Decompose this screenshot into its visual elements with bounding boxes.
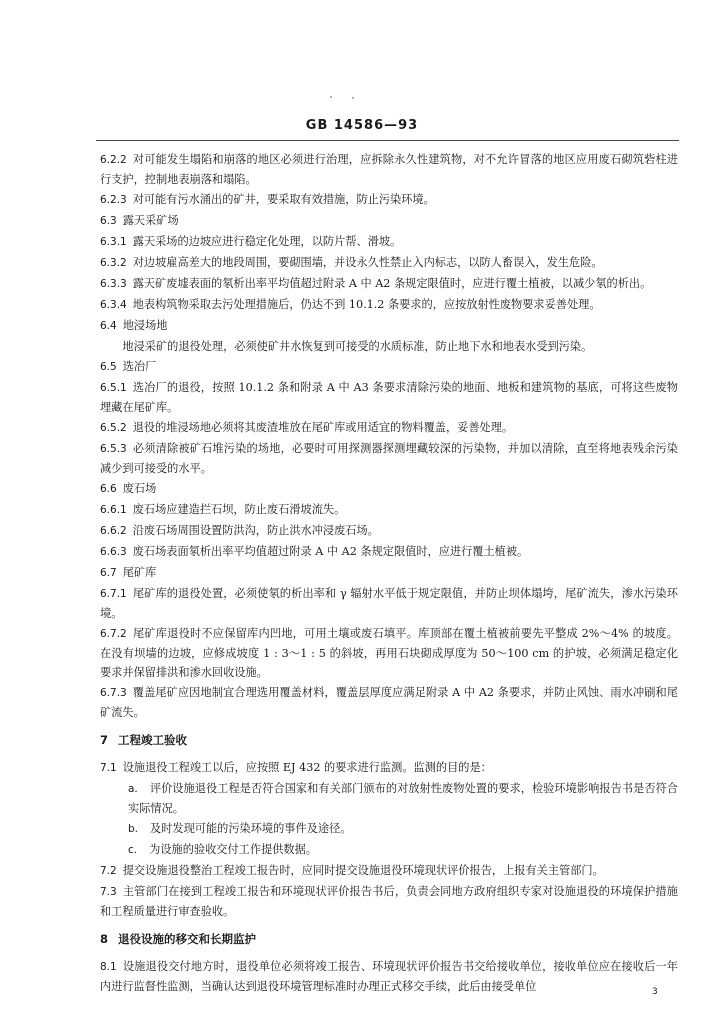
paragraph-number: 6.3.3 <box>100 278 127 290</box>
paragraph-number: 6.6.3 <box>100 546 127 558</box>
paragraph <box>100 542 678 562</box>
paragraph-number: 6.3 <box>100 215 117 227</box>
paragraph-text: 选冶厂的退役，按照 10.1.2 条和附录 A 中 A3 条要求清除污染的地面、地板和建筑物的基底，可将这些废物埋藏在尾矿库。 <box>100 381 678 414</box>
page-number: 3 <box>652 987 658 997</box>
paragraph <box>100 316 678 336</box>
section-7-title: 工程竣工验收 <box>118 733 188 747</box>
paragraph-number: 6.2.2 <box>100 154 127 166</box>
list-item <box>100 819 678 839</box>
paragraph-text: 尾矿库退役时不应保留库内凹地，可用土壤或废石填平。库顶部在覆土植被前要先平整成 2%～4% 的坡度。在没有坝墙的边坡，应修成坡度 1 : 3～1 : 5 的斜坡，再用石块砌成厚度为 50～100 cm 的护坡，必须满足稳定化要求并保留排洪和渗水回收设施。 <box>100 627 678 679</box>
header-rule <box>96 140 679 141</box>
paragraph-number: 6.5.2 <box>100 422 127 434</box>
list-item <box>100 779 678 818</box>
paragraph-text: 露天采矿场 <box>122 214 179 227</box>
list-item-text: 为设施的验收交付工作提供数据。 <box>149 843 317 856</box>
paragraph-7-1 <box>100 758 678 778</box>
paragraph <box>100 337 678 356</box>
paragraph-text: 选冶厂 <box>122 360 157 373</box>
paragraph-number: 6.7.1 <box>100 588 127 600</box>
paragraph-text: 废石场表面氡析出率平均值超过附录 A 中 A2 条规定限值时，应进行覆土植被。 <box>132 545 529 558</box>
paragraph-text: 退役的堆浸场地必须将其废渣堆放在尾矿库或用适宜的物料覆盖，妥善处理。 <box>132 421 514 434</box>
list-item-marker: b. <box>128 823 139 835</box>
paragraph-text: 对可能有污水涌出的矿井，要采取有效措施，防止污染环境。 <box>132 193 435 206</box>
section-8-title: 退役设施的移交和长期监护 <box>118 932 257 946</box>
document-body <box>100 150 678 997</box>
paragraph <box>100 521 678 541</box>
paragraph <box>100 232 678 252</box>
paragraph-text: 覆盖尾矿应因地制宜合理选用覆盖材料，覆盖层厚度应满足附录 A 中 A2 条要求，并防止风蚀、雨水冲刷和尾矿流失。 <box>100 686 678 719</box>
paragraph-number: 6.5.1 <box>100 382 127 394</box>
paragraph <box>100 150 678 189</box>
paragraph-number: 6.7.2 <box>100 628 127 640</box>
paragraph <box>100 439 678 478</box>
paragraph-text: 尾矿库的退役处置，必须使氡的析出率和 γ 辐射水平低于规定限值，并防止坝体塌垮，尾矿流失，渗水污染环境。 <box>100 587 678 620</box>
paragraph-number: 6.7.3 <box>100 687 127 699</box>
paragraph <box>100 624 678 682</box>
paragraph-text: 尾矿库 <box>122 566 157 579</box>
paragraph <box>100 500 678 520</box>
paragraph-number: 6.6.1 <box>100 504 127 516</box>
paragraph <box>100 211 678 231</box>
paragraph-text: 提交设施退役整治工程竣工报告时，应同时提交设施退役环境现状评价报告，上报有关主管部门。 <box>122 864 604 877</box>
paragraph-number: 7.1 <box>100 762 117 774</box>
paragraph-text: 地浸采矿的退役处理，必须使矿井水恢复到可接受的水质标准，防止地下水和地表水受到污染。 <box>122 340 593 353</box>
paragraph-text: 对可能发生塌陷和崩落的地区必须进行治理，应拆除永久性建筑物，对不允许冒落的地区应用废石砌筑砦柱进行支护，控制地表崩落和塌陷。 <box>100 153 678 186</box>
paragraph-text: 露天采场的边坡应进行稳定化处理，以防片帮、滑坡。 <box>132 235 402 248</box>
paragraph <box>100 274 678 294</box>
paragraph-number: 6.6.2 <box>100 525 127 537</box>
paragraph <box>100 190 678 210</box>
section-7-list <box>100 779 678 860</box>
paragraph-number: 6.5.3 <box>100 443 127 455</box>
paragraph-number: 6.3.2 <box>100 257 127 269</box>
scan-speck <box>330 96 332 98</box>
scan-speck <box>352 97 354 99</box>
paragraph-text: 地浸场地 <box>122 319 168 332</box>
paragraph <box>100 563 678 583</box>
list-item <box>100 840 678 860</box>
paragraph-text: 必须清除被矿石堆污染的场地，必要时可用探测器探测埋藏较深的污染物，并加以清除，直至将地表残余污染减少到可接受的水平。 <box>100 442 678 475</box>
paragraph <box>100 683 678 722</box>
paragraph-text: 主管部门在接到工程竣工报告和环境现状评价报告书后，负责会同地方政府组织专家对设施退役的环境保护措施和工程质量进行审查验收。 <box>100 885 678 918</box>
paragraph-text: 废石场 <box>122 482 157 495</box>
paragraph <box>100 418 678 438</box>
paragraph-number: 7.2 <box>100 865 117 877</box>
paragraph-number: 6.2.3 <box>100 194 127 206</box>
paragraph-text: 设施退役工程竣工以后，应按照 EJ 432 的要求进行监测。监测的目的是： <box>122 761 492 774</box>
paragraph-number: 7.3 <box>100 886 117 898</box>
paragraph-7-2 <box>100 861 678 881</box>
paragraph-text: 沿废石场周围设置防洪沟，防止洪水冲浸废石场。 <box>132 524 379 537</box>
list-item-text: 及时发现可能的污染环境的事件及途径。 <box>150 822 352 835</box>
paragraph-text: 设施退役交付地方时，退役单位必须将竣工报告、环境现状评价报告书交给接收单位，接收单位应在接收后一年内进行监督性监测，当确认达到退役环境管理标准时办理正式移交手续，此后由接受单位 <box>100 960 678 993</box>
paragraph <box>100 378 678 417</box>
paragraph-number: 6.3.4 <box>100 299 127 311</box>
section-8-number: 8 <box>100 932 109 946</box>
paragraph-text: 对边坡雇高差大的地段周围，要砌围墙，并设永久性禁止入内标志，以防人畜误入，发生危险。 <box>132 256 603 269</box>
paragraph-7-3 <box>100 882 678 921</box>
paragraph-text: 露天矿废墟表面的氡析出率平均值超过附录 A 中 A2 条规定限值时，应进行覆土植被，以减少氡的析出。 <box>132 277 652 290</box>
paragraph <box>100 357 678 377</box>
paragraph-number: 6.4 <box>100 320 117 332</box>
paragraph-number: 6.7 <box>100 567 117 579</box>
paragraph <box>100 295 678 315</box>
standard-code-header: GB 14586—93 <box>305 118 419 133</box>
paragraph-8-1 <box>100 957 678 996</box>
paragraph-number: 6.5 <box>100 361 117 373</box>
section-8-heading <box>100 930 678 949</box>
paragraph-text: 地表构筑物采取去污处理措施后，仍达不到 10.1.2 条要求的，应按放射性废物要求妥善处理。 <box>132 298 601 311</box>
section-7-number: 7 <box>100 733 109 747</box>
paragraph <box>100 584 678 623</box>
list-item-marker: a. <box>128 783 138 795</box>
paragraph-number: 6.6 <box>100 483 117 495</box>
paragraph-number: 8.1 <box>100 961 117 973</box>
paragraph-number: 6.3.1 <box>100 236 127 248</box>
paragraph-text: 废石场应建造拦石坝，防止废石滑坡流失。 <box>132 503 346 516</box>
paragraph <box>100 253 678 273</box>
section-7-heading <box>100 731 678 750</box>
list-item-text: 评价设施退役工程是否符合国家和有关部门颁布的对放射性废物处置的要求，检验环境影响报告书是否符合实际情况。 <box>128 782 678 815</box>
paragraph <box>100 479 678 499</box>
list-item-marker: c. <box>128 844 138 856</box>
section-6-paragraphs <box>100 150 678 722</box>
